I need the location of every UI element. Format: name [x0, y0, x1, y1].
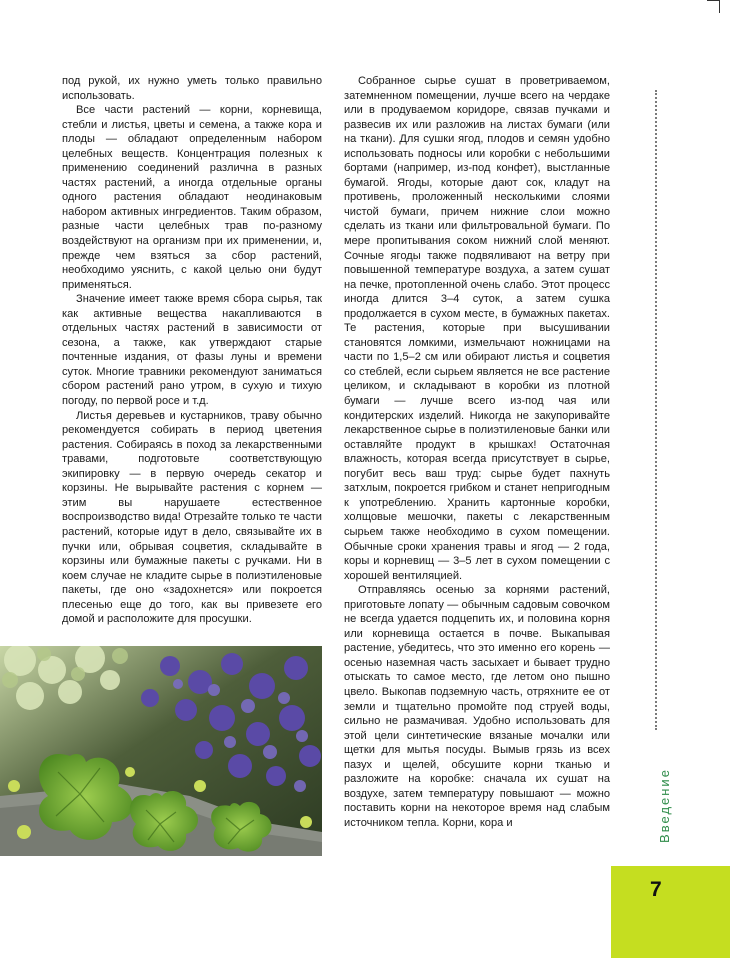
- paragraph: Значение имеет также время сбора сырья, так как активные вещества накапливаются в отдельных частях растений в зависимости от сезона, а также, как утверждают старые почтенные издания, от фазы луны и времени суток. Многие травники рекомендуют заниматься сбором растений рано утром, в сухую и тихую погоду, по первой росе и т.д.: [62, 293, 322, 408]
- paragraph: Собранное сырье сушат в проветриваемом, затемненном помещении, лучше всего на чердаке или в продуваемом коридоре, связав пучками и развесив их или разложив на листах бумаги (или на ткани). Для сушки ягод, плодов и семян удобно использовать подносы или коробки с небольшими бортами (например, из-под конфет), выстланные бумагой. Ягоды, которые дают сок, кладут на противень, проложенный несколькими слоями чистой бумаги, причем нижние слои можно сделать из ткани или фильтровальной бумаги. По мере пропитывания соком нижний слой меняют. Сочные ягоды также подвяливают на ветру при повышенной температуре воздуха, а затем сушат на печке, протопленной очень слабо. Этот процесс иногда длится 3–4 суток, а затем сушка продолжается в сухом месте, в бумажных пакетах. Те растения, которые при высушивании становятся ломкими, измельчают ножницами на части по 1,5–2 см или обирают листья и соцветия со стеблей, если сырьем является не все растение целиком, и складывают в коробки из плотной бумаги — лучше всего из-под чая или кондитерских изделий. Никогда не закупоривайте лекарственное сырье в полиэтиленовые банки или оставляйте продукт в крышках! Остаточная влажность, которая всегда присутствует в сырье, погубит весь ваш труд: сырье будет пахнуть затхлым, покроется грибком и станет непригодным к употреблению. Хранить картонные коробки, холщовые мешочки, пакеты с лекарственным сырьем также необходимо в сухом помещении. Обычные сроки хранения травы и ягод — 2 года, коры и корневищ — 3–5 лет в сухом помещении с хорошей вентиляцией.: [344, 75, 610, 582]
- paragraph: Отправляясь осенью за корнями растений, приготовьте лопату — обычным садовым совочком не всегда удается подцепить их, и половина корня или корневища остается в почве. Выкапывая растение, убедитесь, что это именно его корень — осенью наземная часть засыхает и бывает трудно отыскать то самое место, где летом оно пышно цвело. Выкопав подземную часть, отряхните ее от земли и тщательно промойте под струей воды, сильно не размачивая. Удобно использовать для этой цели синтетические вязаные мочалки или щетки для мытья посуды. Вымыв грязь из всех пазух и щелей, обсушите корни тканью и разложите на коробке: сначала их сушат на воздухе, затем температуру повышают — можно поставить корни на некоторое время над слабым источником тепла. Корни, кора и: [344, 584, 610, 829]
- page-number-tab: [611, 866, 730, 958]
- page-number: 7: [650, 878, 662, 901]
- dotted-rule: [655, 90, 657, 730]
- crop-mark: [707, 0, 720, 13]
- paragraph: Все части растений — корни, корневища, стебли и листья, цветы и семена, а также кора и плоды — обладают определенным набором целебных веществ. Концентрация полезных к применению соединений различна в разных частях растений, а иногда отдельные органы одного растения обладают неодинаковым набором активных ингредиентов. Таким образом, разные части целебных трав по-разному воздействуют на организм при их применении, и, прежде чем взяться за сбор растений, необходимо уяснить, с какой целью они будут применяться.: [62, 104, 322, 291]
- paragraph: под рукой, их нужно уметь только правильно использовать.: [62, 75, 322, 102]
- text-column-left: [62, 74, 322, 627]
- section-label: [640, 760, 688, 850]
- section-label-text: Введение: [656, 767, 672, 843]
- text-column-right: [344, 74, 610, 830]
- photo-illustration: [0, 646, 322, 856]
- paragraph: Листья деревьев и кустарников, траву обычно рекомендуется собирать в период цветения растения. Собираясь в поход за лекарственными травами, подготовьте соответствующую экипировку — в первую очередь секатор и корзины. Не вырывайте растения с корнем — этим вы нарушаете естественное воспроизводство вида! Отрезайте только те части растений, которые идут в дело, связывайте их в пучки или, обрывая соцветия, складывайте в корзины или бумажные пакеты с ручками. Ни в коем случае не кладите сырье в полиэтиленовые пакеты, где оно «задохнется» или покроется плесенью еще до того, как вы привезете его домой и расположите для просушки.: [62, 409, 322, 626]
- garden-plants-photo: [0, 646, 322, 856]
